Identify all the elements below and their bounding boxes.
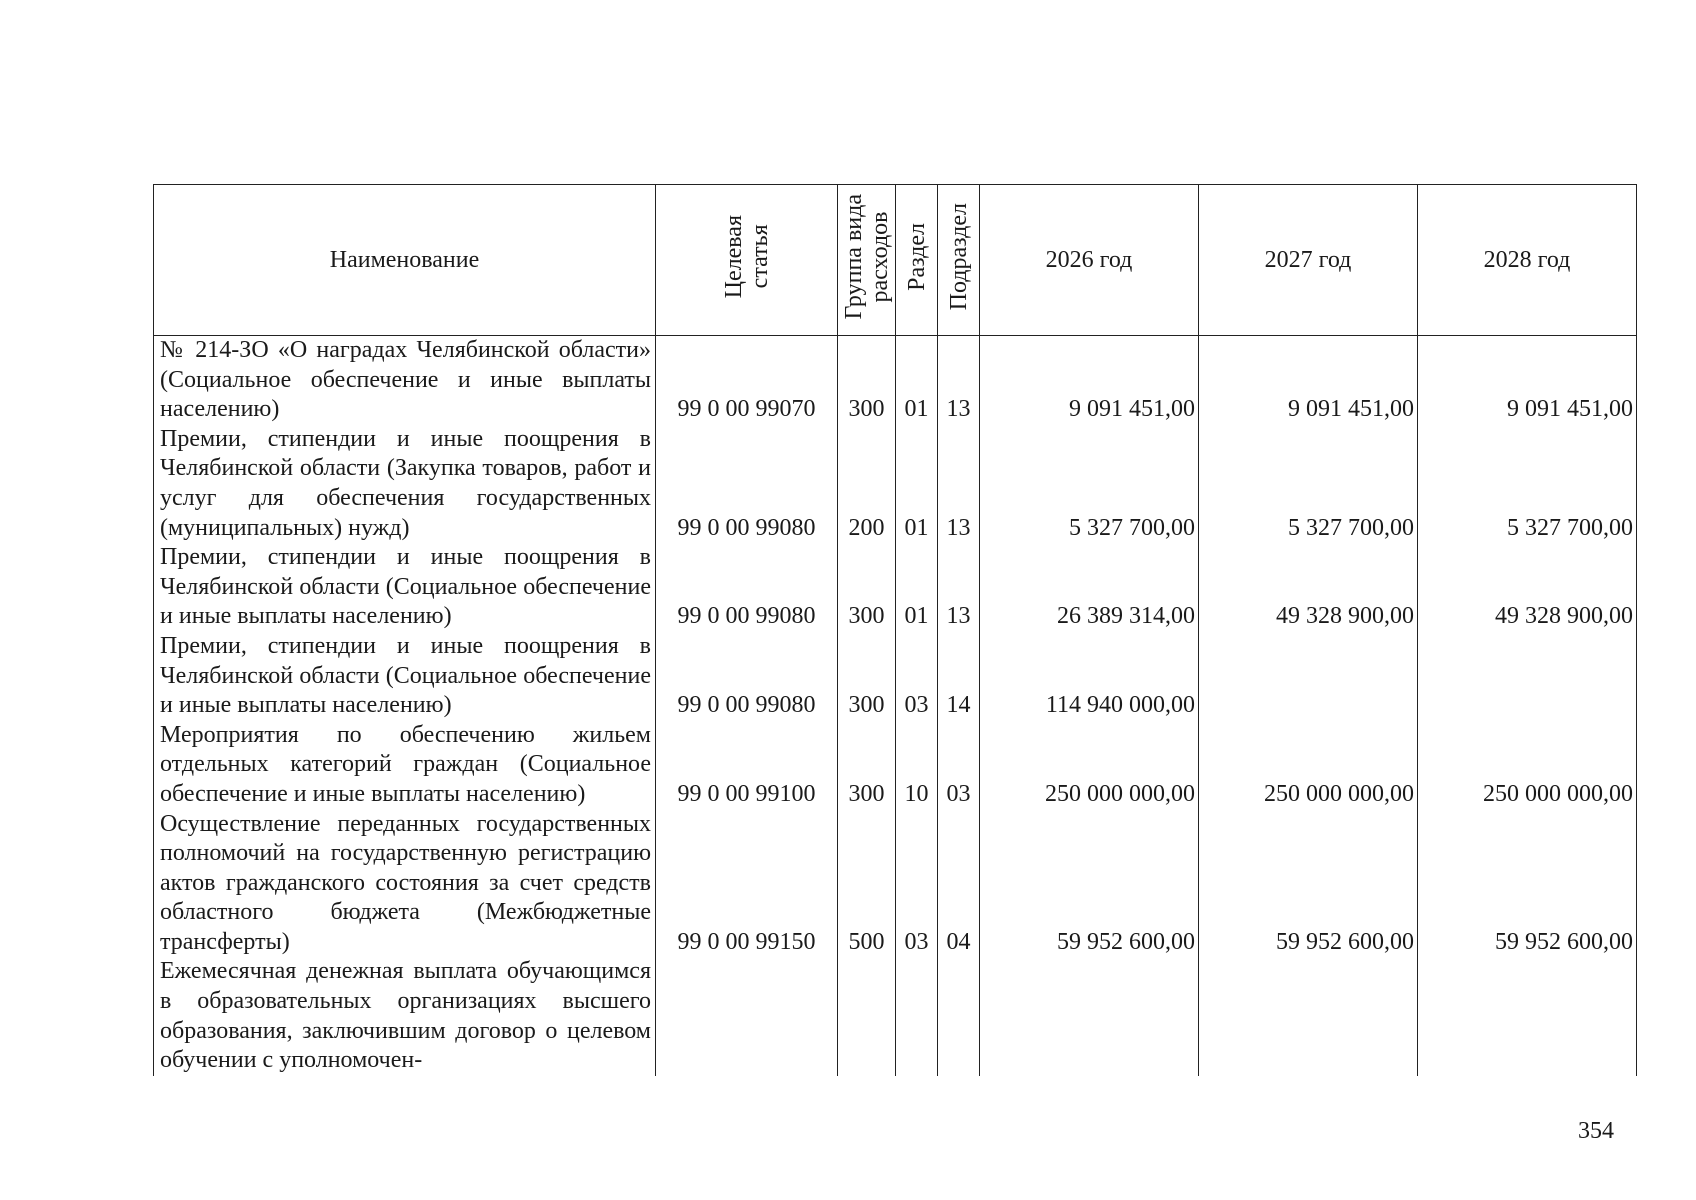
row-2026: 59 952 600,00 xyxy=(980,810,1199,958)
row-group: 500 xyxy=(838,810,896,958)
row-name: № 214-ЗО «О наградах Челябинской области» (Социальное обеспечение и иные выплаты населению) xyxy=(154,336,656,425)
header-name xyxy=(154,185,656,336)
row-target: 99 0 00 99080 xyxy=(656,543,838,632)
row-2028 xyxy=(1418,957,1637,1075)
row-podrazdel: 13 xyxy=(938,336,980,425)
row-2026: 5 327 700,00 xyxy=(980,425,1199,543)
header-2026-label: 2026 год xyxy=(1045,246,1133,273)
row-target: 99 0 00 99100 xyxy=(656,721,838,810)
row-target: 99 0 00 99080 xyxy=(656,425,838,543)
table-row xyxy=(154,632,1637,721)
header-group-label xyxy=(841,194,893,319)
header-group-line2: расходов xyxy=(866,211,893,302)
header-podrazdel-label: Подраздел xyxy=(945,202,972,311)
row-podrazdel: 13 xyxy=(938,543,980,632)
row-name: Ежемесячная денежная выплата обучающимся в образовательных организациях высшего образования, заключившим договор о целевом обучении с уполномочен- xyxy=(154,957,656,1075)
row-2028: 49 328 900,00 xyxy=(1418,543,1637,632)
row-name: Премии, стипендии и иные поощрения в Челябинской области (Закупка товаров, работ и услуг для обеспечения государственных (муниципальных) нужд) xyxy=(154,425,656,543)
row-group: 300 xyxy=(838,632,896,721)
row-2026: 250 000 000,00 xyxy=(980,721,1199,810)
row-2026: 114 940 000,00 xyxy=(980,632,1199,721)
header-2028-label: 2028 год xyxy=(1483,246,1571,273)
header-2027-label: 2027 год xyxy=(1264,246,1352,273)
table-row xyxy=(154,336,1637,425)
row-razdel: 10 xyxy=(896,721,938,810)
row-podrazdel xyxy=(938,957,980,1075)
row-podrazdel: 03 xyxy=(938,721,980,810)
row-2027: 59 952 600,00 xyxy=(1199,810,1418,958)
header-podrazdel xyxy=(938,185,980,336)
header-name-label: Наименование xyxy=(329,246,480,273)
row-2028: 59 952 600,00 xyxy=(1418,810,1637,958)
row-name: Премии, стипендии и иные поощрения в Челябинской области (Социальное обеспечение и иные выплаты населению) xyxy=(154,632,656,721)
header-target-line2: статья xyxy=(746,224,773,289)
row-name: Мероприятия по обеспечению жильем отдельных категорий граждан (Социальное обеспечение и иные выплаты населению) xyxy=(154,721,656,810)
row-2027: 250 000 000,00 xyxy=(1199,721,1418,810)
row-group: 200 xyxy=(838,425,896,543)
header-target-line1: Целевая xyxy=(720,214,747,299)
row-group xyxy=(838,957,896,1075)
header-target-label xyxy=(721,215,773,298)
row-2027 xyxy=(1199,957,1418,1075)
row-group: 300 xyxy=(838,721,896,810)
table-row xyxy=(154,957,1637,1075)
row-group: 300 xyxy=(838,336,896,425)
row-podrazdel: 14 xyxy=(938,632,980,721)
header-razdel xyxy=(896,185,938,336)
row-razdel: 03 xyxy=(896,632,938,721)
table-row xyxy=(154,543,1637,632)
row-2026 xyxy=(980,957,1199,1075)
table-header-row xyxy=(154,185,1637,336)
header-2027 xyxy=(1199,185,1418,336)
table-row xyxy=(154,721,1637,810)
row-razdel: 01 xyxy=(896,543,938,632)
row-target: 99 0 00 99070 xyxy=(656,336,838,425)
row-2026: 26 389 314,00 xyxy=(980,543,1199,632)
page-number: 354 xyxy=(1578,1118,1614,1144)
row-name: Премии, стипендии и иные поощрения в Челябинской области (Социальное обеспечение и иные выплаты населению) xyxy=(154,543,656,632)
row-2027: 9 091 451,00 xyxy=(1199,336,1418,425)
row-2028: 250 000 000,00 xyxy=(1418,721,1637,810)
header-2026 xyxy=(980,185,1199,336)
row-target xyxy=(656,957,838,1075)
row-2027: 49 328 900,00 xyxy=(1199,543,1418,632)
table-row xyxy=(154,425,1637,543)
row-target: 99 0 00 99150 xyxy=(656,810,838,958)
budget-table xyxy=(153,184,1637,1076)
table-row xyxy=(154,810,1637,958)
row-razdel: 01 xyxy=(896,336,938,425)
row-target: 99 0 00 99080 xyxy=(656,632,838,721)
row-name: Осуществление переданных государственных полномочий на государственную регистрацию актов гражданского состояния за счет средств областного бюджета (Межбюджетные трансферты) xyxy=(154,810,656,958)
row-podrazdel: 04 xyxy=(938,810,980,958)
header-group xyxy=(838,185,896,336)
header-group-line1: Группа вида xyxy=(840,193,867,320)
header-target xyxy=(656,185,838,336)
header-2028 xyxy=(1418,185,1637,336)
header-razdel-label: Раздел xyxy=(903,222,930,291)
row-2028: 5 327 700,00 xyxy=(1418,425,1637,543)
row-razdel xyxy=(896,957,938,1075)
row-2027: 5 327 700,00 xyxy=(1199,425,1418,543)
row-2028: 9 091 451,00 xyxy=(1418,336,1637,425)
row-2027 xyxy=(1199,632,1418,721)
row-2028 xyxy=(1418,632,1637,721)
row-razdel: 01 xyxy=(896,425,938,543)
row-razdel: 03 xyxy=(896,810,938,958)
row-podrazdel: 13 xyxy=(938,425,980,543)
row-2026: 9 091 451,00 xyxy=(980,336,1199,425)
row-group: 300 xyxy=(838,543,896,632)
